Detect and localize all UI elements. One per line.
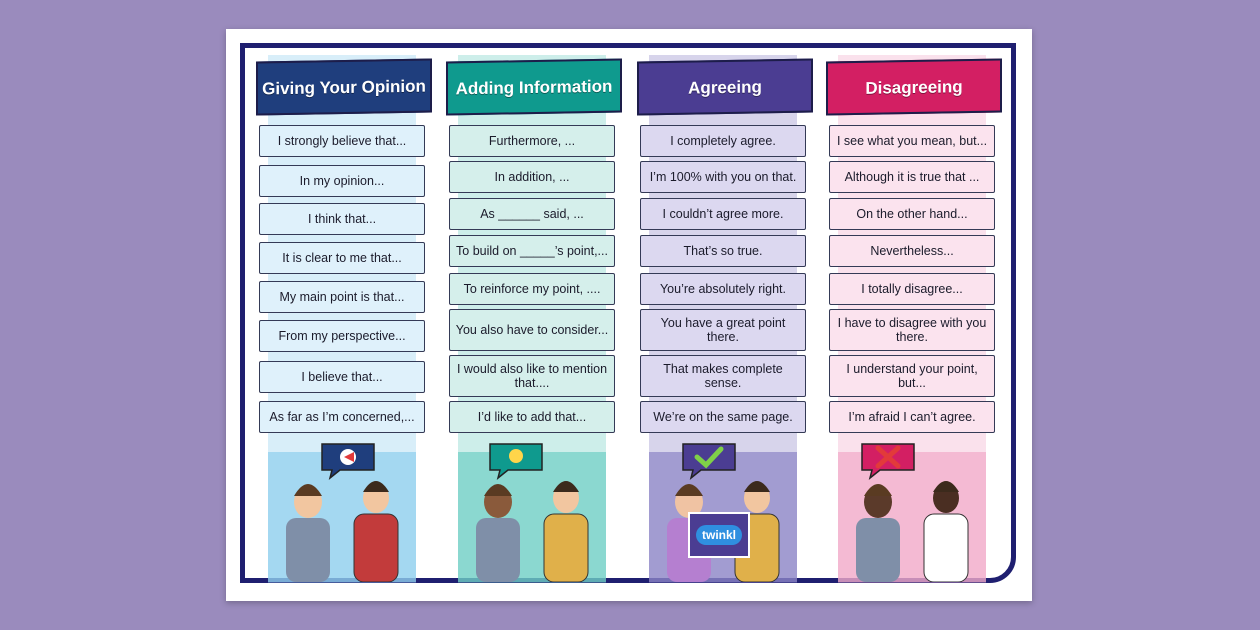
phrase-card: It is clear to me that... bbox=[259, 242, 425, 274]
phrase-card: You’re absolutely right. bbox=[640, 273, 806, 305]
phrase-card: I see what you mean, but... bbox=[829, 125, 995, 157]
brand-label: twinkl bbox=[696, 525, 742, 545]
column-header: Agreeing bbox=[637, 58, 813, 115]
phrase-card: I’d like to add that... bbox=[449, 401, 615, 433]
phrase-card: I think that... bbox=[259, 203, 425, 235]
column-header: Adding Information bbox=[446, 58, 622, 115]
phrase-card: That’s so true. bbox=[640, 235, 806, 267]
phrase-card: I couldn’t agree more. bbox=[640, 198, 806, 230]
phrase-card: You have a great point there. bbox=[640, 309, 806, 351]
phrase-card: You also have to consider... bbox=[449, 309, 615, 351]
phrase-card: I understand your point, but... bbox=[829, 355, 995, 397]
check-mark-icon bbox=[679, 440, 739, 480]
column-opinion bbox=[256, 55, 424, 583]
column-agreeing bbox=[637, 55, 805, 583]
phrase-card: In addition, ... bbox=[449, 161, 615, 193]
phrase-card: I’m afraid I can’t agree. bbox=[829, 401, 995, 433]
phrase-card: Nevertheless... bbox=[829, 235, 995, 267]
phrase-card: We’re on the same page. bbox=[640, 401, 806, 433]
phrase-card: From my perspective... bbox=[259, 320, 425, 352]
column-disagreeing bbox=[826, 55, 994, 583]
phrase-card: I totally disagree... bbox=[829, 273, 995, 305]
phrase-card: Although it is true that ... bbox=[829, 161, 995, 193]
phrase-card: I have to disagree with you there. bbox=[829, 309, 995, 351]
phrase-card: On the other hand... bbox=[829, 198, 995, 230]
phrase-card: That makes complete sense. bbox=[640, 355, 806, 397]
phrase-card: My main point is that... bbox=[259, 281, 425, 313]
phrase-card: In my opinion... bbox=[259, 165, 425, 197]
phrase-card: As far as I’m concerned,... bbox=[259, 401, 425, 433]
speech-bubble-megaphone-icon bbox=[318, 440, 378, 480]
phrase-card: I completely agree. bbox=[640, 125, 806, 157]
phrase-card: Furthermore, ... bbox=[449, 125, 615, 157]
cross-mark-icon bbox=[858, 440, 918, 480]
phrase-card: I believe that... bbox=[259, 361, 425, 393]
phrase-card: I would also like to mention that.... bbox=[449, 355, 615, 397]
phrase-card: To reinforce my point, .... bbox=[449, 273, 615, 305]
column-adding bbox=[446, 55, 614, 583]
phrase-card: As ______ said, ... bbox=[449, 198, 615, 230]
lightbulb-speech-icon bbox=[486, 440, 546, 480]
column-header: Giving Your Opinion bbox=[256, 58, 432, 115]
twinkl-logo bbox=[688, 512, 750, 558]
column-header: Disagreeing bbox=[826, 58, 1002, 115]
phrase-card: I strongly believe that... bbox=[259, 125, 425, 157]
phrase-card: To build on _____’s point,... bbox=[449, 235, 615, 267]
phrase-card: I’m 100% with you on that. bbox=[640, 161, 806, 193]
